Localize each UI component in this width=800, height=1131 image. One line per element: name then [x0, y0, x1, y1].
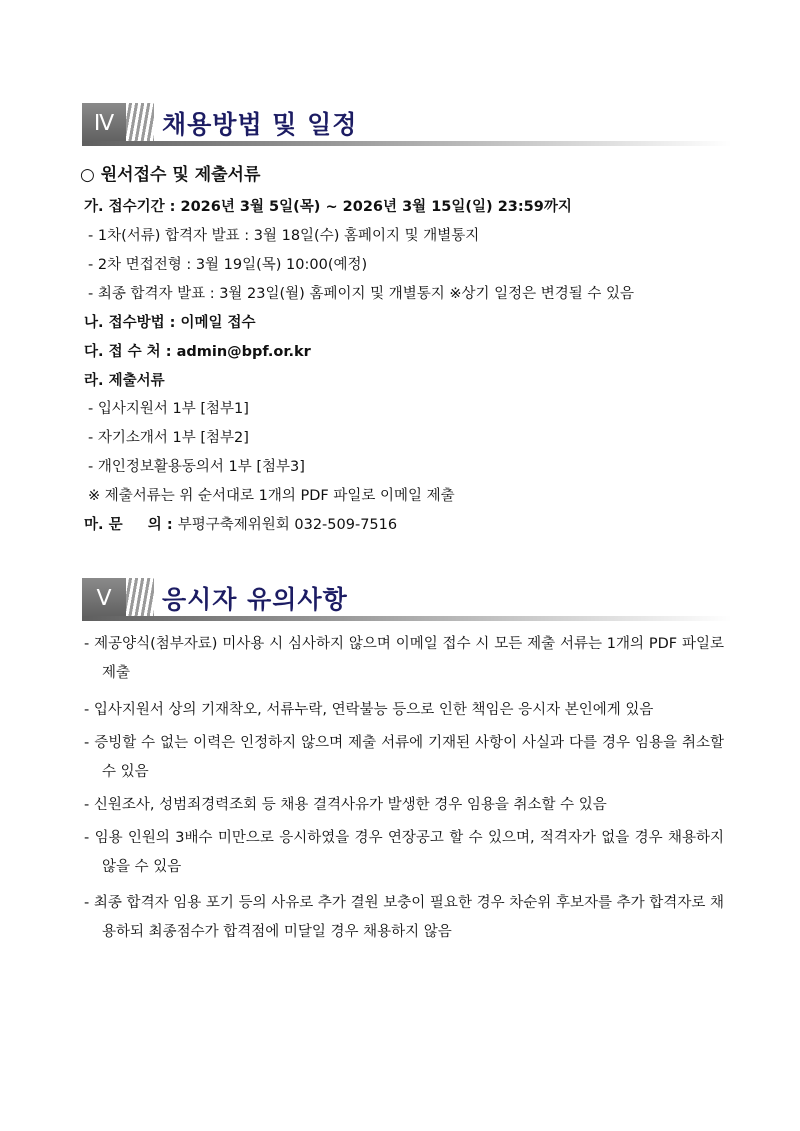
- note-item: - 임용 인원의 3배수 미만으로 응시하였을 경우 연장공고 할 수 있으며, 적격자가 없을 경우 채용하지 않을 수 있음: [84, 830, 724, 875]
- document-item: - 개인정보활용동의서 1부 [첨부3]: [88, 459, 305, 475]
- submission-address: [84, 340, 311, 361]
- header-stripes-decoration: [126, 578, 154, 618]
- inquiry: [84, 513, 397, 534]
- schedule-item: - 1차(서류) 합격자 발표 : 3월 18일(수) 홈페이지 및 개별통지: [88, 228, 480, 244]
- note-item: - 증빙할 수 없는 이력은 인정하지 않으며 제출 서류에 기재된 사항이 사실과 다를 경우 임용을 취소할 수 있음: [84, 735, 724, 780]
- application-period: [84, 195, 572, 216]
- application-method: 나. 접수방법 : 이메일 접수: [84, 315, 256, 331]
- label: 마. 문 의 :: [84, 517, 178, 533]
- note-item: - 최종 합격자 임용 포기 등의 사유로 추가 결원 보충이 필요한 경우 차순위 후보자를 추가 합격자로 채용하되 최종점수가 합격점에 미달일 경우 채용하지 않음: [84, 895, 724, 940]
- section-4-header: [82, 103, 732, 145]
- section-title: 채용방법 및 일정: [162, 110, 358, 139]
- note-item: - 신원조사, 성범죄경력조회 등 채용 결격사유가 발생한 경우 임용을 취소할 수 있음: [84, 797, 607, 813]
- value: 부평구축제위원회 032-509-7516: [177, 517, 398, 533]
- section-numeral: Ⅴ: [82, 578, 126, 618]
- header-underline: [82, 141, 732, 146]
- document-note: ※ 제출서류는 위 순서대로 1개의 PDF 파일로 이메일 제출: [88, 488, 455, 504]
- header-underline: [82, 616, 732, 621]
- section-5-header: [82, 578, 732, 620]
- email-link[interactable]: admin@bpf.or.kr: [176, 344, 311, 360]
- documents-heading: 라. 제출서류: [84, 373, 165, 389]
- section-title: 응시자 유의사항: [162, 585, 348, 614]
- label: 다. 접 수 처 :: [84, 344, 177, 360]
- section-numeral: Ⅳ: [82, 103, 126, 143]
- document-item: - 입사지원서 1부 [첨부1]: [88, 401, 249, 417]
- label: 가. 접수기간 :: [84, 199, 181, 215]
- note-item: - 입사지원서 상의 기재착오, 서류누락, 연락불능 등으로 인한 책임은 응시자 본인에게 있음: [84, 702, 654, 718]
- document-item: - 자기소개서 1부 [첨부2]: [88, 430, 249, 446]
- schedule-item: - 최종 합격자 발표 : 3월 23일(월) 홈페이지 및 개별통지 ※상기 일정은 변경될 수 있음: [88, 286, 634, 302]
- header-stripes-decoration: [126, 103, 154, 143]
- schedule-item: - 2차 면접전형 : 3월 19일(목) 10:00(예정): [88, 257, 368, 273]
- subheading: ○ 원서접수 및 제출서류: [80, 165, 261, 185]
- note-item: - 제공양식(첨부자료) 미사용 시 심사하지 않으며 이메일 접수 시 모든 제출 서류는 1개의 PDF 파일로 제출: [84, 636, 724, 681]
- value: 2026년 3월 5일(목) ~ 2026년 3월 15일(일) 23:59까지: [180, 199, 572, 215]
